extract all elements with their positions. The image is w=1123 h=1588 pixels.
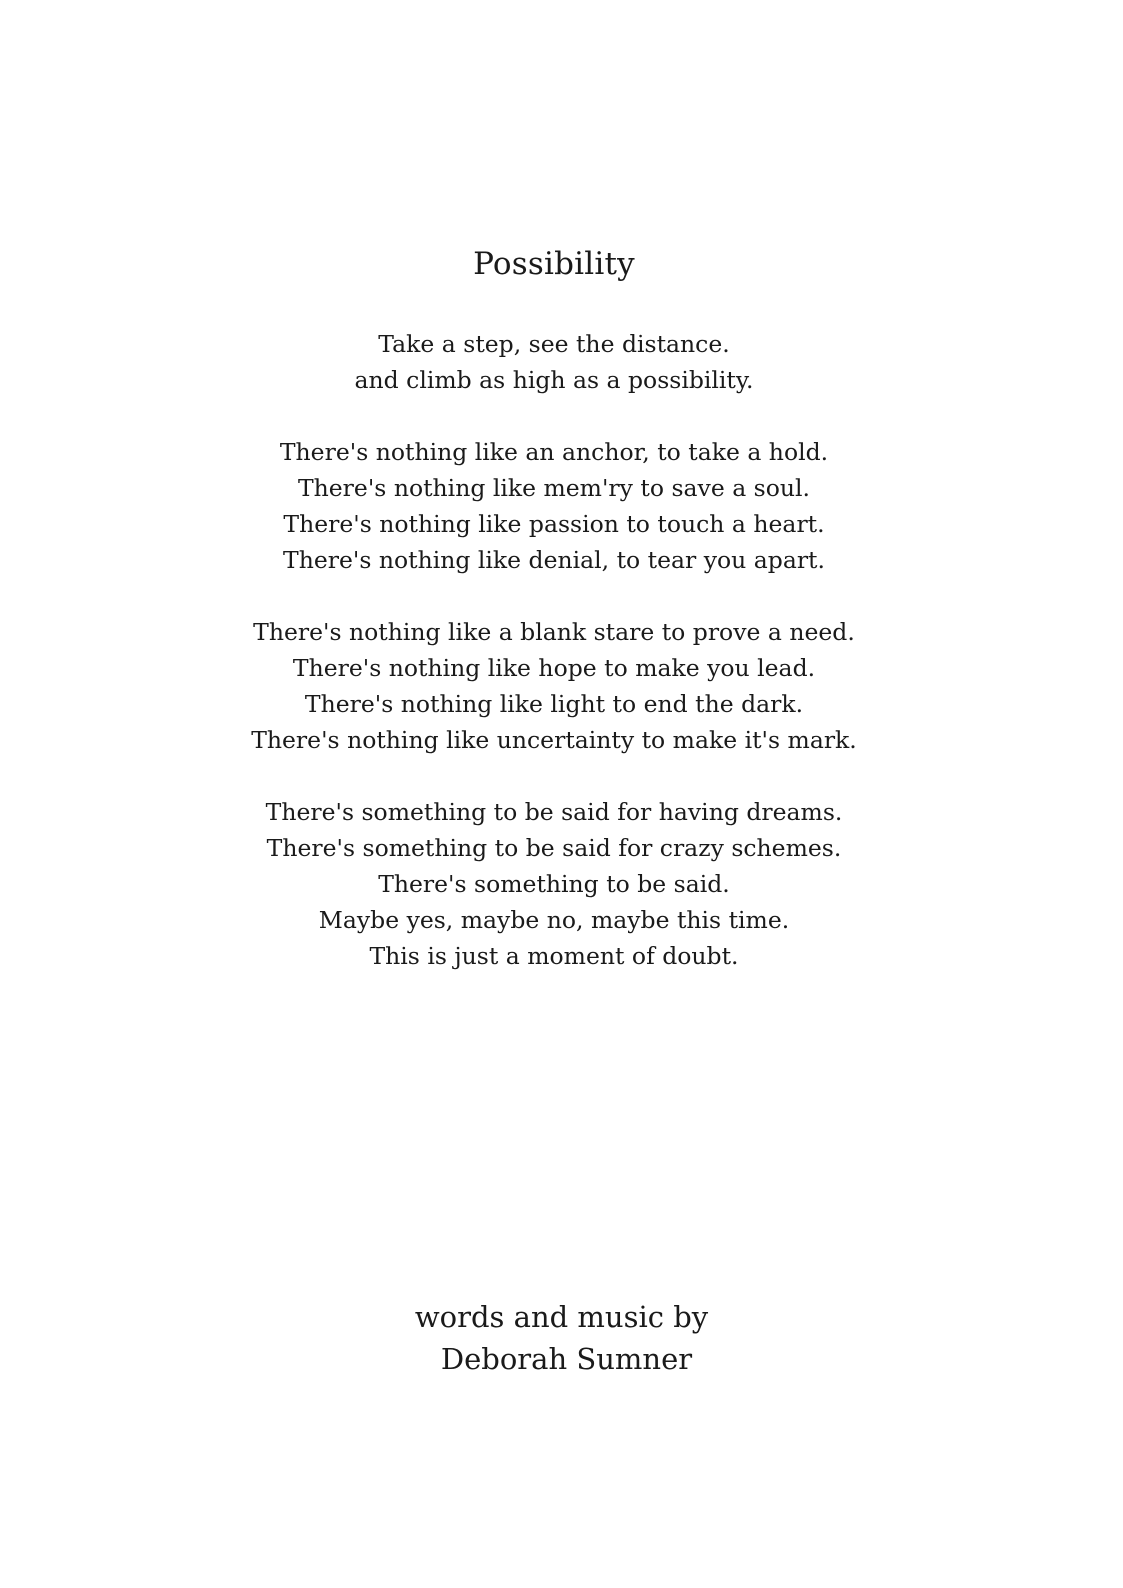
poem-line: and climb as high as a possibility. [354, 366, 754, 394]
poem-line: There's nothing like passion to touch a heart. [283, 510, 825, 538]
stanza-1 [0, 326, 1108, 398]
stanza-3 [0, 614, 1108, 758]
poem-body [0, 326, 1108, 1010]
credit-block [0, 1296, 1123, 1380]
poem-line: Take a step, see the distance. [378, 330, 730, 358]
poem-line: There's something to be said for having dreams. [265, 798, 843, 826]
poem-line: There's nothing like an anchor, to take a hold. [279, 438, 829, 466]
stanza-4 [0, 794, 1108, 974]
poem-line: This is just a moment of doubt. [369, 942, 739, 970]
stanza-2 [0, 434, 1108, 578]
poem-line: There's nothing like denial, to tear you apart. [283, 546, 825, 574]
poem-line: There's nothing like hope to make you lead. [292, 654, 816, 682]
poem-title: Possibility [473, 246, 635, 282]
poem-line: Maybe yes, maybe no, maybe this time. [318, 906, 790, 934]
poem-line: There's nothing like a blank stare to prove a need. [253, 618, 855, 646]
poem-line: There's nothing like mem'ry to save a soul. [297, 474, 811, 502]
poem-line: There's nothing like uncertainty to make it's mark. [251, 726, 857, 754]
author-name: Deborah Sumner [440, 1342, 693, 1376]
credit-line: words and music by [414, 1300, 709, 1334]
poem-line: There's something to be said. [378, 870, 730, 898]
poem-line: There's nothing like light to end the dark. [304, 690, 804, 718]
poem-line: There's something to be said for crazy schemes. [266, 834, 842, 862]
